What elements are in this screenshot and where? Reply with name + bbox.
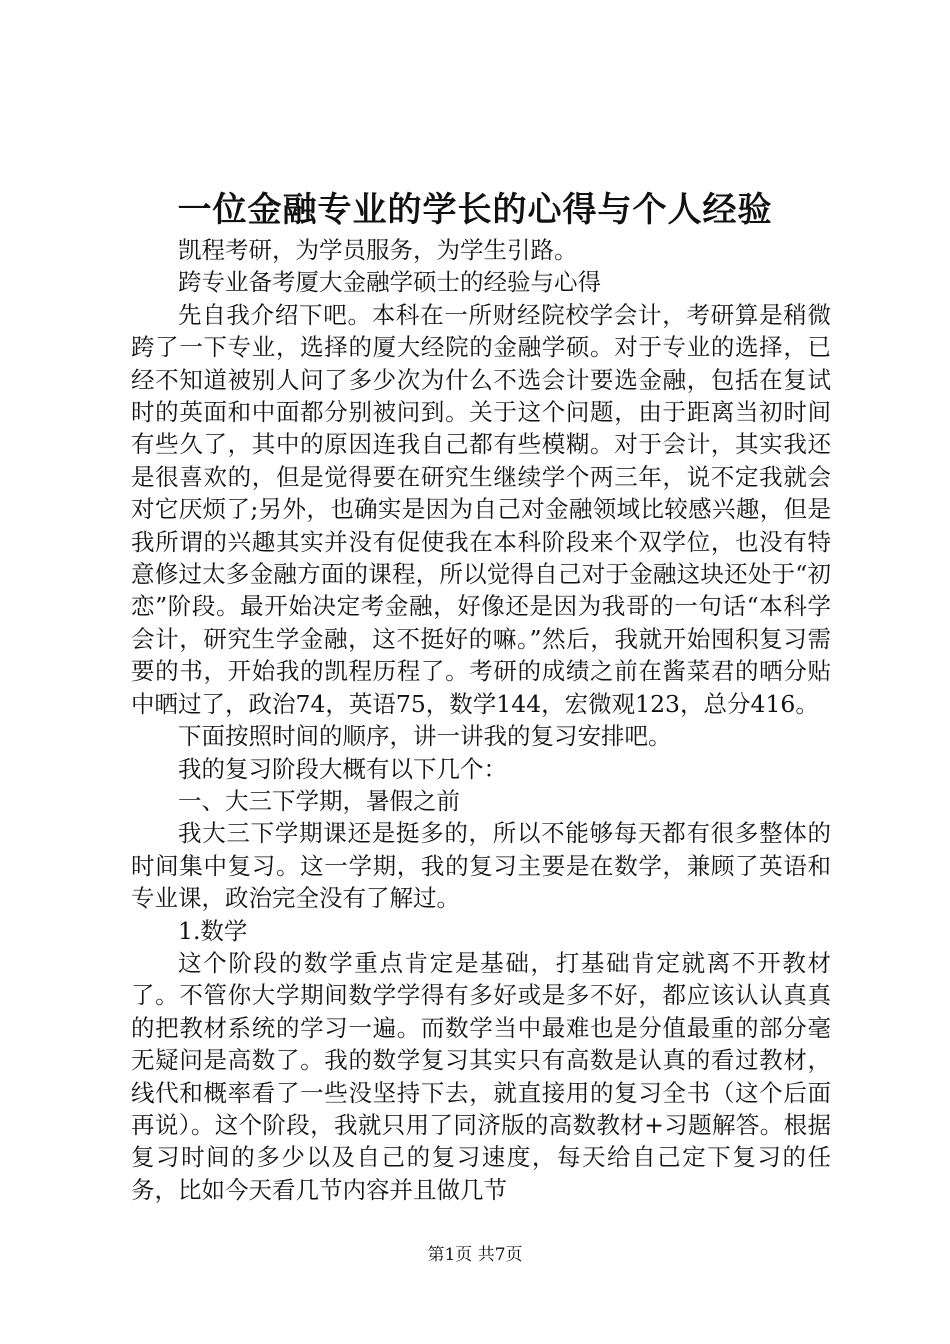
document-title: 一位金融专业的学长的心得与个人经验 [177,190,773,230]
paragraph: 凯程考研，为学员服务，为学生引路。 [178,236,578,264]
paragraph: 跨专业备考厦大金融学硕士的经验与心得 [178,268,601,297]
section-heading: 一、大三下学期，暑假之前 [178,786,460,815]
paragraph: 先自我介绍下吧。本科在一所财经院校学会计，考研算是稍微跨了一下专业，选择的厦大经院的金融学硕。对于专业的选择，已经不知道被别人问了多少次为什么不选会计要选金融，包括在复试时的英面和中面都分别被问到。关于这个问题，由于距离当初时间有些久了，其中的原因连我自己都有些模糊。对于会计，其实我还是很喜欢的，但是觉得要在研究生继续学个两三年，说不定我就会对它厌烦了;另外，也确实是因为自己对金融领域比较感兴趣，但是我所谓的兴趣其实并没有促使我在本科阶段来个双学位，也没有特意修过太多金融方面的课程，所以觉得自己对于金融这块还处于“初恋”阶段。最开始决定考金融，好像还是因为我哥的一句话“本科学会计，研究生学金融，这不挺好的嘛。”然后，我就开始囤积复习需要的书，开始我的凯程历程了。考研的成绩之前在酱菜君的晒分贴中晒过了，政治74，英语75，数学144，宏微观123，总分416。 [131,300,831,718]
page-number: 第1页 共7页 [427,1245,523,1265]
document-body [131,234,831,1206]
paragraph: 我的复习阶段大概有以下几个： [178,754,507,783]
paragraph: 我大三下学期课还是挺多的，所以不能够每天都有很多整体的时间集中复习。这一学期，我的复习主要是在数学，兼顾了英语和专业课，政治完全没有了解过。 [131,819,831,913]
paragraph: 下面按照时间的顺序，讲一讲我的复习安排吧。 [178,722,672,751]
paragraph: 这个阶段的数学重点肯定是基础，打基础肯定就离不开教材了。不管你大学期间数学学得有多好或是多不好，都应该认认真真的把教材系统的学习一遍。而数学当中最难也是分值最重的部分毫无疑问是高数了。我的数学复习其实只有高数是认真的看过教材，线代和概率看了一些没坚持下去，就直接用的复习全书（这个后面再说）。这个阶段，我就只用了同济版的高数教材+习题解答。根据复习时间的多少以及自己的复习速度，每天给自己定下复习的任务，比如今天看几节内容并且做几节 [131,948,831,1204]
subsection-heading: 1.数学 [178,916,248,945]
